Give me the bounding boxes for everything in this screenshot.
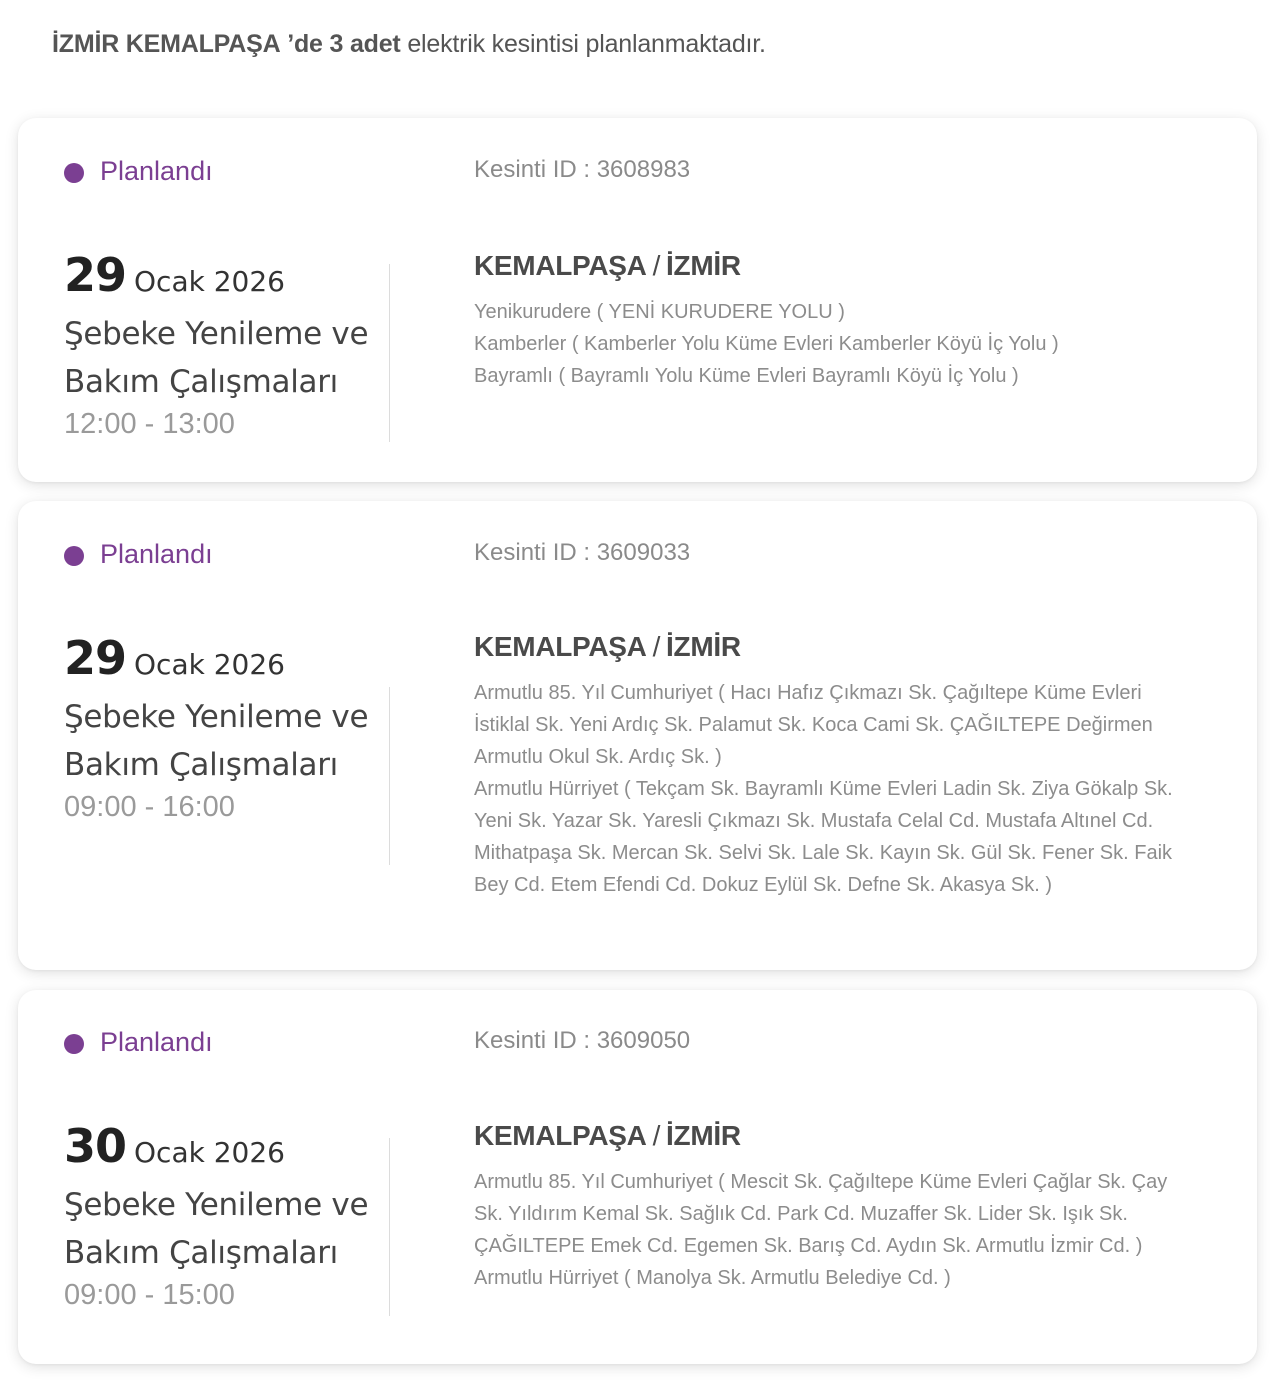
status-label: Planlandı [100, 539, 213, 569]
summary-suffix: elektrik kesintisi planlanmaktadır. [407, 30, 766, 58]
outage-day: 29 [64, 248, 127, 302]
street-item: Armutlu Hürriyet ( Tekçam Sk. Bayramlı Küme Evleri Ladin Sk. Ziya Gökalp Sk. Yeni Sk. Yazar Sk. Yaresli Çıkmazı Sk. Mustafa Celal Cd. Mustafa Altınel Cd. Mithatpaşa Sk. Mercan Sk. Selvi Sk. Lale Sk. Kayın Sk. Gül Sk. Fener Sk. Faik Bey Cd. Etem Efendi Cd. Dokuz Eylül Sk. Defne Sk. Akasya Sk. ) [474, 778, 1173, 896]
status-dot-icon [64, 1034, 84, 1054]
outage-district: KEMALPAŞA [474, 250, 647, 281]
status-label: Planlandı [100, 1027, 213, 1057]
outage-date-block [64, 248, 374, 441]
status-dot-icon [64, 546, 84, 566]
outage-location-block [474, 250, 1174, 392]
street-item: Bayramlı ( Bayramlı Yolu Küme Evleri Bayramlı Köyü İç Yolu ) [474, 365, 1019, 387]
outage-district: KEMALPAŞA [474, 1120, 647, 1151]
outage-month-year: Ocak 2026 [134, 648, 285, 681]
outage-date [64, 631, 374, 685]
outage-date-block [64, 1119, 374, 1312]
summary-location: İZMİR KEMALPAŞA [52, 30, 281, 58]
outage-place: KEMALPAŞA / İZMİR [474, 631, 741, 662]
outage-time: 12:00 - 13:00 [64, 408, 235, 440]
status-label: Planlandı [100, 156, 213, 186]
outage-reason [64, 310, 374, 406]
street-item: Armutlu 85. Yıl Cumhuriyet ( Mescit Sk. Çağıltepe Küme Evleri Çağlar Sk. Çay Sk. Yıldırım Kemal Sk. Sağlık Cd. Park Cd. Muzaffer Sk. Lider Sk. Işık Sk. ÇAĞILTEPE Emek Cd. Egemen Sk. Barış Cd. Aydın Sk. Armutlu İzmir Cd. ) [474, 1171, 1168, 1257]
outage-summary [52, 30, 766, 59]
status-badge [64, 539, 213, 570]
outage-reason-line: Şebeke Yenileme ve [64, 699, 369, 735]
outage-date [64, 248, 374, 302]
outage-month-year: Ocak 2026 [134, 1136, 285, 1169]
affected-streets [474, 1166, 1174, 1294]
column-divider [389, 264, 390, 442]
status-badge [64, 156, 213, 187]
street-item: Armutlu Hürriyet ( Manolya Sk. Armutlu Belediye Cd. ) [474, 1267, 951, 1289]
outage-reason-line: Şebeke Yenileme ve [64, 316, 369, 352]
outage-location-block [474, 631, 1174, 901]
outage-reason-line: Bakım Çalışmaları [64, 747, 338, 783]
outage-id: Kesinti ID : 3609050 [474, 1027, 691, 1054]
outage-reason-line: Bakım Çalışmaları [64, 364, 338, 400]
outage-place: KEMALPAŞA / İZMİR [474, 250, 741, 281]
affected-streets [474, 677, 1174, 901]
status-badge [64, 1027, 213, 1058]
street-item: Yenikurudere ( YENİ KURUDERE YOLU ) [474, 301, 845, 323]
outage-card [18, 501, 1257, 970]
column-divider [389, 687, 390, 865]
outage-date [64, 1119, 374, 1173]
outage-city: İZMİR [666, 1120, 741, 1151]
outage-id: Kesinti ID : 3609033 [474, 539, 691, 566]
outage-card [18, 990, 1257, 1364]
outage-day: 30 [64, 1119, 127, 1173]
outage-reason [64, 1181, 374, 1277]
outage-reason-line: Şebeke Yenileme ve [64, 1187, 369, 1223]
outage-reason [64, 693, 374, 789]
outage-id: Kesinti ID : 3608983 [474, 156, 691, 183]
summary-count: ’de 3 adet [287, 30, 401, 58]
outage-location-block [474, 1120, 1174, 1294]
street-item: Armutlu 85. Yıl Cumhuriyet ( Hacı Hafız Çıkmazı Sk. Çağıltepe Küme Evleri İstiklal Sk. Yeni Ardıç Sk. Palamut Sk. Koca Cami Sk. ÇAĞILTEPE Değirmen Armutlu Okul Sk. Ardıç Sk. ) [474, 682, 1153, 768]
outage-time: 09:00 - 16:00 [64, 791, 235, 823]
outage-city: İZMİR [666, 631, 741, 662]
column-divider [389, 1138, 390, 1316]
outage-card [18, 118, 1257, 482]
outage-time: 09:00 - 15:00 [64, 1279, 235, 1311]
outage-reason-line: Bakım Çalışmaları [64, 1235, 338, 1271]
outage-city: İZMİR [666, 250, 741, 281]
affected-streets [474, 296, 1174, 392]
outage-month-year: Ocak 2026 [134, 265, 285, 298]
outage-place: KEMALPAŞA / İZMİR [474, 1120, 741, 1151]
outage-date-block [64, 631, 374, 824]
outage-district: KEMALPAŞA [474, 631, 647, 662]
status-dot-icon [64, 163, 84, 183]
street-item: Kamberler ( Kamberler Yolu Küme Evleri Kamberler Köyü İç Yolu ) [474, 333, 1059, 355]
outage-day: 29 [64, 631, 127, 685]
